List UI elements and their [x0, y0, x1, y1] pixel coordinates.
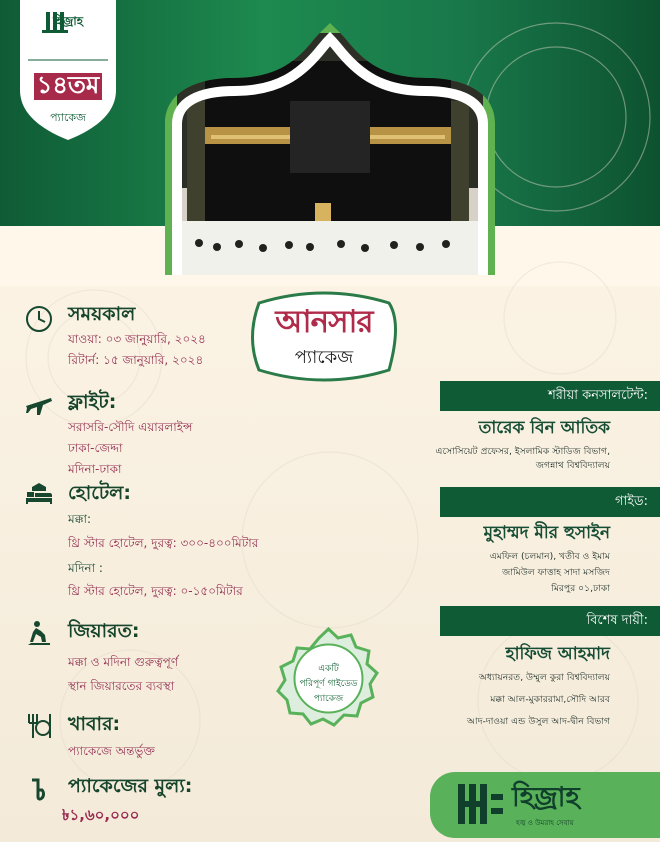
flight-section [24, 391, 284, 481]
ziyarat-heading: জিয়ারত: [68, 620, 140, 642]
duration-section [24, 303, 264, 373]
brand-tagline: হজ্ব ও উমরাহ সেবায় [516, 819, 574, 827]
badge-package-label: প্যাকেজ [50, 111, 86, 124]
special-line-1: অধ্যায়নরত, উম্মুল কুরা বিশ্ববিদ্যালয় [478, 672, 610, 683]
special-heading: বিশেষ দায়ী: [586, 613, 648, 628]
food-section [24, 713, 264, 759]
guide-line-3: মিরপুর ০১,ঢাকা [551, 583, 610, 594]
guide-heading: গাইড: [614, 494, 648, 509]
badge-number: ১৪তম [36, 70, 100, 99]
price-section [24, 775, 264, 830]
price-heading: প্যাকেজের মুল্য: [68, 775, 193, 797]
bed-icon [24, 480, 54, 510]
guide-heading-bar [440, 487, 660, 517]
kaaba-arch [165, 23, 495, 275]
hotel-line-2: থ্রি স্টার হোটেল, দুরত্ব: ৩০০-৪০০মিটার [68, 536, 259, 550]
badge-brand: হিজ্রাহ [52, 14, 84, 28]
special-heading-bar [440, 606, 660, 636]
guided-package-seal [276, 626, 381, 731]
guide-line-2: জামিউল ফাত্তাহ সাদা মসজিদ [502, 567, 610, 578]
seal-line-3: প্যাকেজ [313, 694, 344, 704]
clock-icon [24, 304, 54, 334]
ziyarat-line-1: মক্কা ও মদিনা গুরুত্বপূর্ণ [68, 655, 179, 669]
duration-line-1: যাওয়া: ০৩ জানুয়ারি, ২০২৪ [68, 332, 206, 346]
arch-frame [165, 23, 495, 275]
guide-name: মুহাম্মদ মীর হুসাইন [483, 523, 610, 543]
flight-heading: ফ্লাইট: [68, 391, 117, 413]
bottom-margin [0, 842, 660, 854]
airplane-icon [24, 389, 54, 419]
special-line-2: মক্কা আল-মুকাররামা,সৌদি আরব [490, 694, 610, 705]
seal-line-2: পরিপূর্ণ গাইডেড [299, 679, 358, 689]
duration-heading: সময়কাল [68, 303, 136, 325]
consultant-heading-bar [440, 381, 660, 411]
guide-line-1: এমফিল (চলমান), খতীব ও ইমাম [489, 551, 610, 562]
flight-line-2: ঢাকা-জেদ্দা [68, 441, 123, 455]
offer-card [244, 288, 404, 386]
consultant-line-2: জগন্নাথ বিশ্ববিদ্যালয় [535, 460, 610, 471]
flight-line-1: সরাসরি-সৌদি এয়ারলাইন্স [68, 420, 193, 434]
offer-subtitle: প্যাকেজ [294, 347, 354, 368]
consultant-name: তারেক বিন আতিক [478, 418, 610, 438]
hotel-line-1: মক্কা: [68, 512, 92, 526]
flight-line-3: মদিনা-ঢাকা [68, 462, 122, 476]
food-line-1: প্যাকেজে অন্তর্ভুক্ত [68, 744, 155, 758]
prayer-icon [24, 618, 54, 648]
special-line-3: আদ-দাওয়া এন্ড উসুল আদ-দ্বীন বিভাগ [467, 716, 610, 727]
ziyarat-line-2: স্থান জিয়ারতের ব্যবস্থা [68, 679, 175, 693]
duration-line-2: রিটার্ন: ১৫ জানুয়ারি, ২০২৪ [68, 353, 204, 367]
brand-logo-block [430, 772, 660, 838]
meal-icon [24, 711, 54, 741]
food-heading: খাবার: [68, 713, 121, 735]
offer-title: আনসার [275, 304, 373, 340]
brand-name: হিজ্রাহ [512, 782, 580, 813]
hotel-heading: হোটেল: [68, 482, 131, 504]
hotel-line-4: থ্রি স্টার হোটেল, দুরত্ব: ০-১৫০মিটার [68, 584, 243, 598]
ziyarat-section [24, 620, 264, 693]
hotel-section [24, 482, 344, 608]
price-value: ৳১,৬০,০০০ [62, 806, 140, 824]
package-badge [20, 0, 116, 140]
seal-line-1: একটি [318, 664, 339, 674]
brand-mark-icon [458, 784, 503, 824]
consultant-line-1: এসোসিয়েট প্রফেসর, ইসলামিক স্টাডিজ বিভাগ, [435, 446, 610, 457]
consultant-heading: শরীয়া কনসালটেন্ট: [548, 388, 648, 403]
hotel-line-3: মদিনা : [68, 561, 103, 575]
special-name: হাফিজ আহমাদ [505, 644, 610, 664]
taka-icon [24, 774, 54, 804]
